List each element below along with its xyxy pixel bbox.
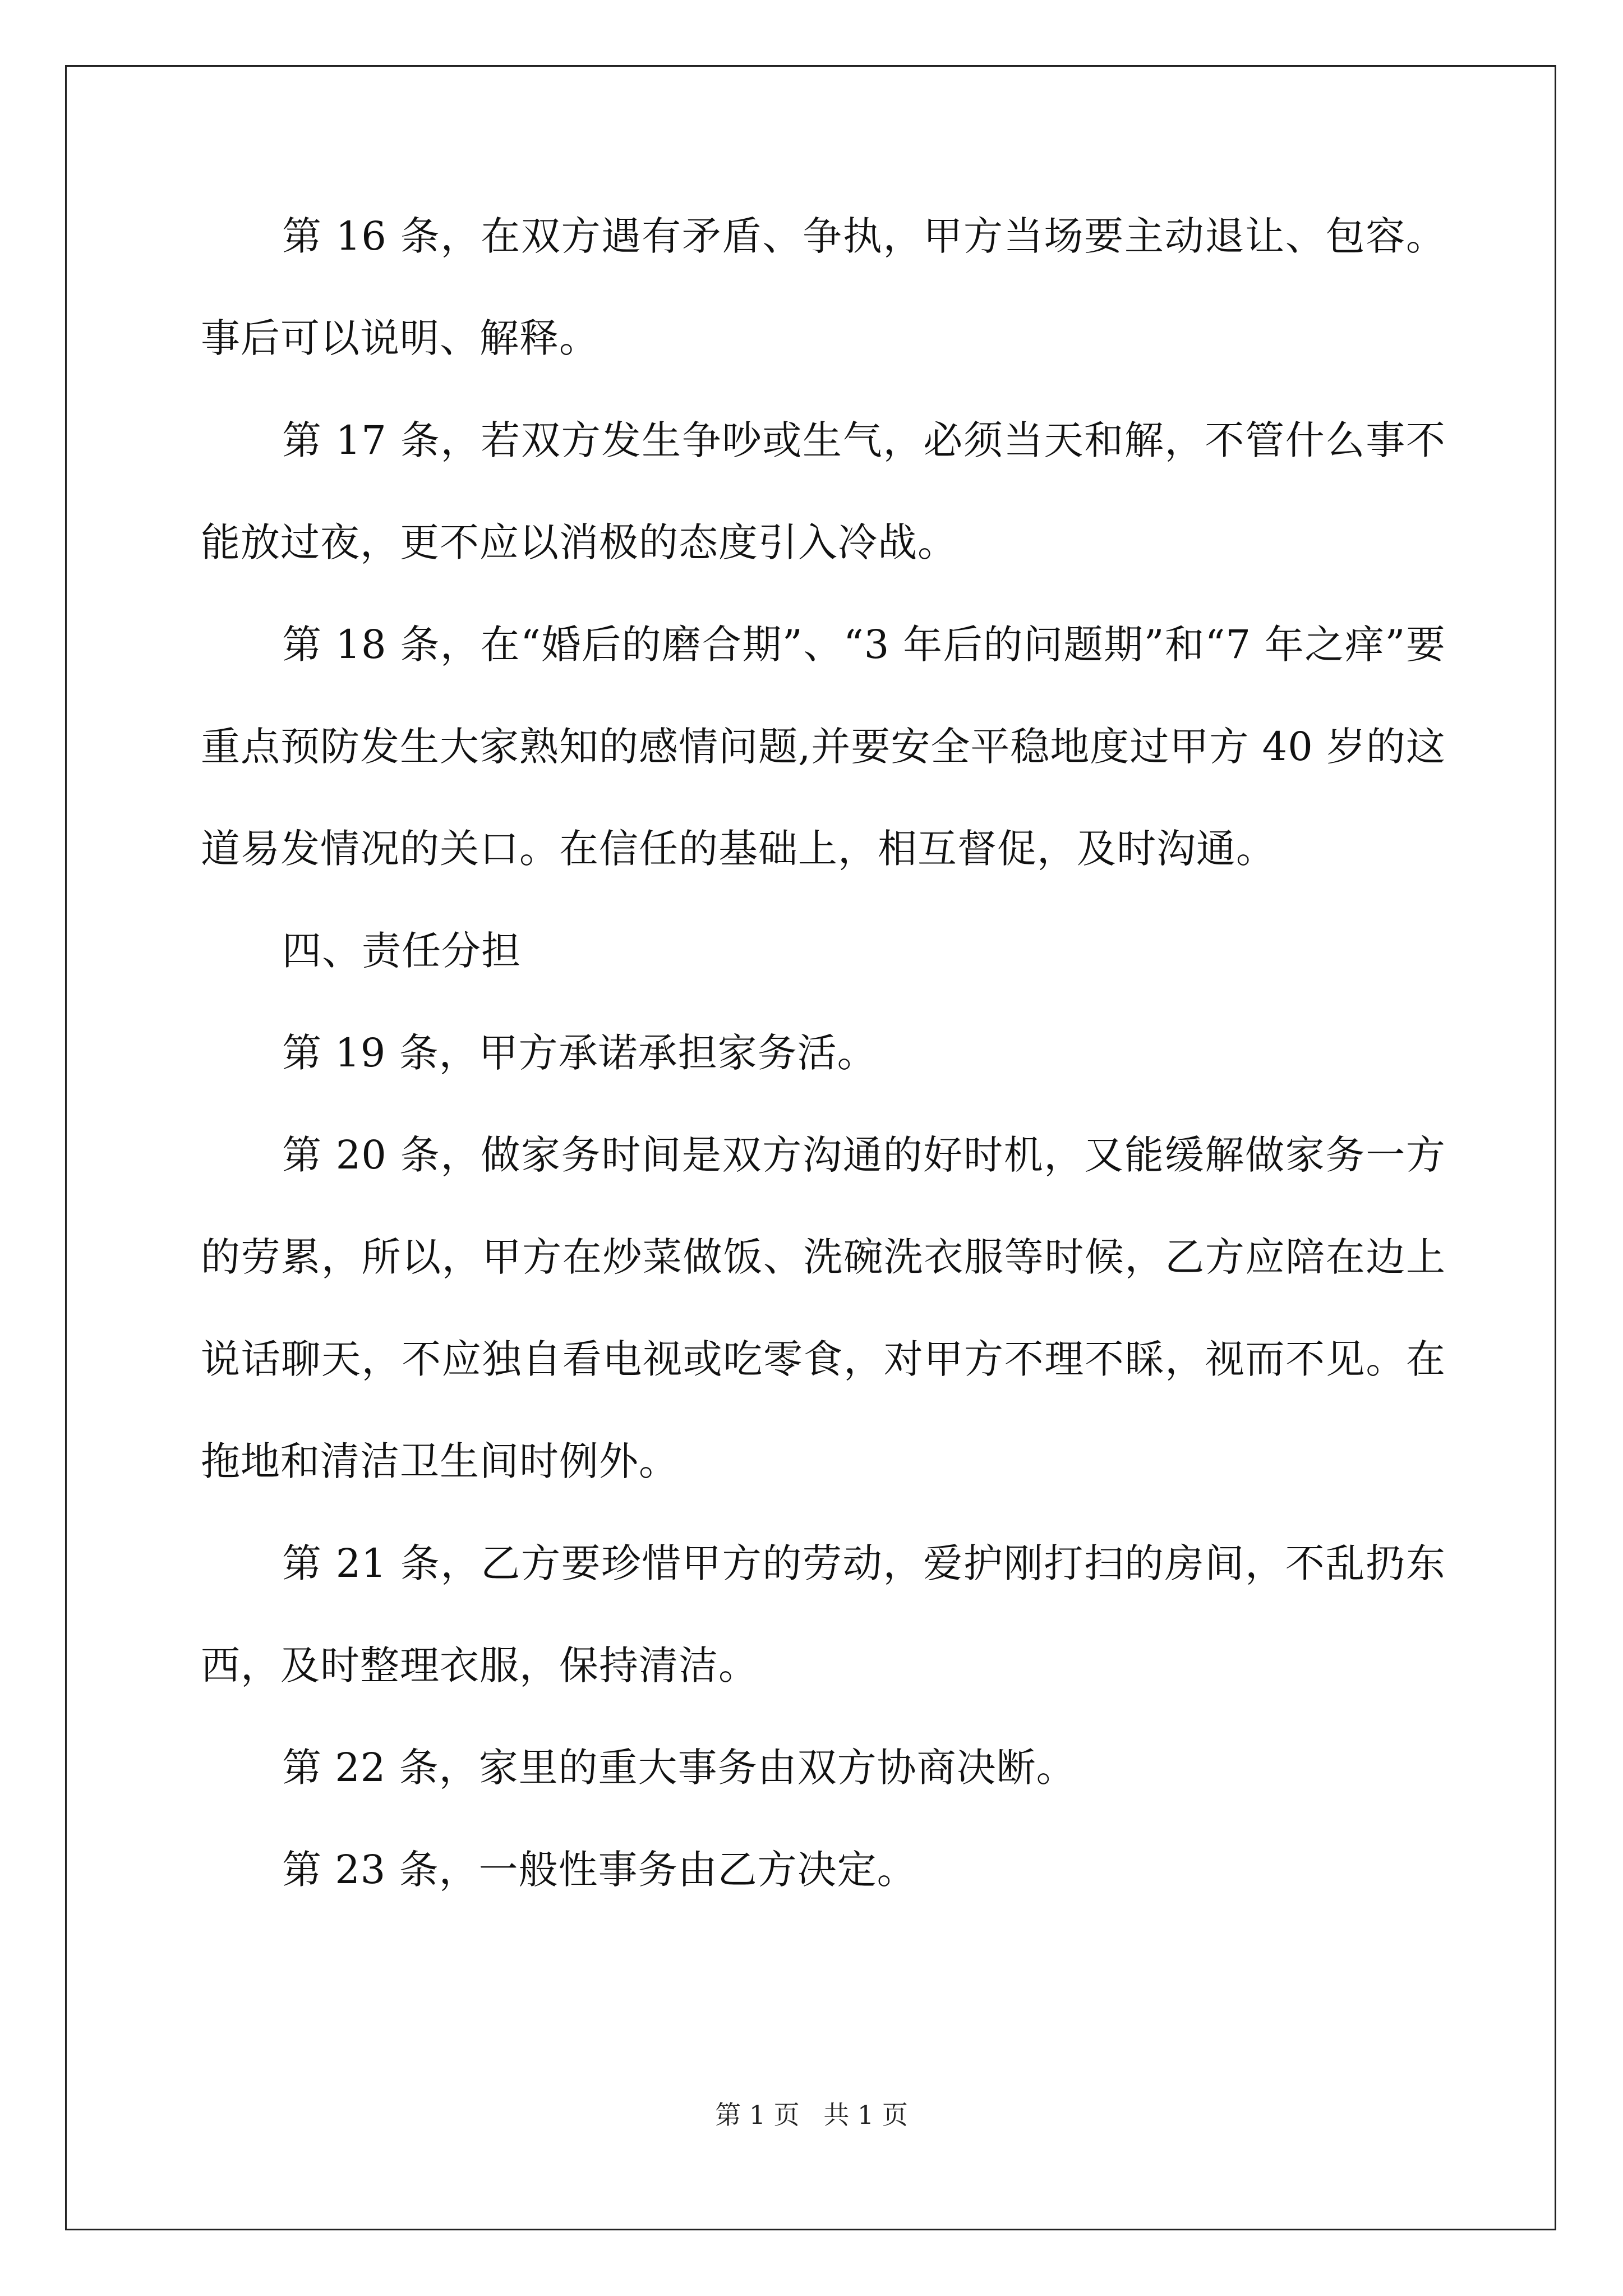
paragraph-article-22: 第 22 条，家里的重大事务由双方协商决断。	[282, 1745, 1076, 1791]
page-total: 共 1 页	[823, 2100, 908, 2130]
paragraph-article-16: 第 16 条，在双方遇有矛盾、争执，甲方当场要主动退让、包容。事后可以说明、解释。	[201, 213, 1446, 361]
page-number: 第 1 页	[715, 2100, 800, 2130]
paragraph-article-19: 第 19 条，甲方承诺承担家务活。	[282, 1030, 877, 1076]
paragraph-article-23: 第 23 条，一般性事务由乙方决定。	[282, 1847, 917, 1893]
paragraph-article-17: 第 17 条，若双方发生争吵或生气，必须当天和解，不管什么事不能放过夜，更不应以消极的态度引入冷战。	[201, 417, 1446, 565]
section-heading-responsibility: 四、责任分担	[282, 928, 521, 974]
paragraph-article-21: 第 21 条，乙方要珍惜甲方的劳动，爱护刚打扫的房间，不乱扔东西，及时整理衣服，保持清洁。	[201, 1540, 1446, 1688]
page-footer	[0, 2098, 1623, 2132]
paragraph-article-20: 第 20 条，做家务时间是双方沟通的好时机，又能缓解做家务一方的劳累，所以，甲方在炒菜做饭、洗碗洗衣服等时候，乙方应陪在边上说话聊天，不应独自看电视或吃零食，对甲方不理不睬，视而不见。在拖地和清洁卫生间时例外。	[201, 1132, 1446, 1484]
document-body	[201, 185, 1446, 1921]
paragraph-article-18: 第 18 条，在“婚后的磨合期”、“3 年后的问题期”和“7 年之痒”要重点预防发生大家熟知的感情问题,并要安全平稳地度过甲方 40 岁的这道易发情况的关口。在信任的基础上，相互督促，及时沟通。	[201, 622, 1446, 872]
